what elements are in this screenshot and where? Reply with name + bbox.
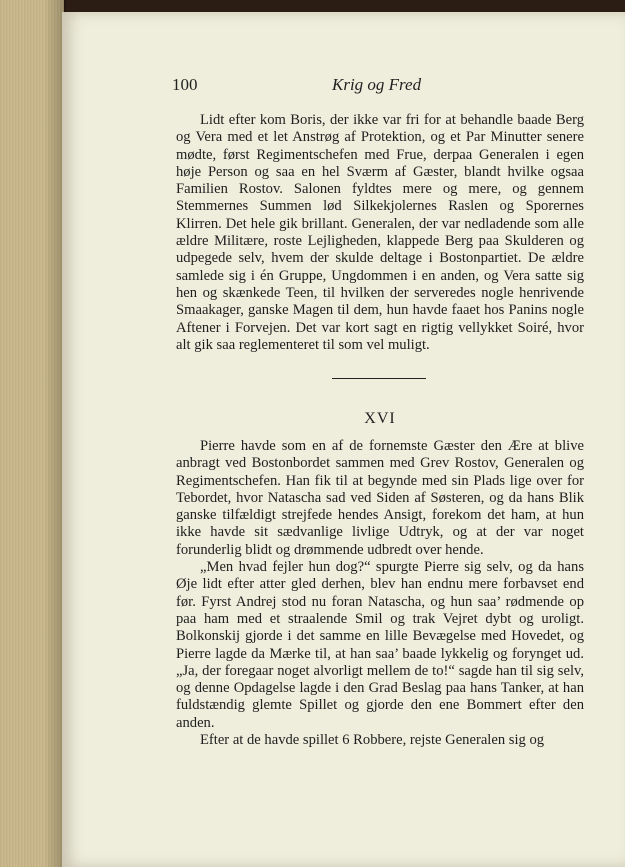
section-divider <box>332 378 426 379</box>
section-text-2 <box>176 438 584 749</box>
paragraph: „Men hvad fejler hun dog?“ spurgte Pierre sig selv, og da hans Øje lidt efter atter gled derhen, blev han endnu mere forbavset end før. Fyrst Andrej stod nu foran Natascha, og hun saa’ rødmende op paa ham med et straalende Smil og trak Vejret dybt og uroligt. Bolkonskij gjorde i det samme en lille Bevægelse med Hovedet, og Pierre lagde da Mærke til, at han saa’ baade lykkelig og forynget ud. „Ja, der foregaar noget alvorligt mellem de to!“ sagde han til sig selv, og denne Opdagelse lagde i den Grad Beslag paa hans Tanker, at han fuldstændig glemte Spillet og gjorde den ene Bommert efter den anden. <box>176 559 584 731</box>
section-text-1 <box>176 112 584 354</box>
chapter-heading: XVI <box>364 410 396 427</box>
paragraph: Efter at de havde spillet 6 Robbere, rejste Generalen sig og <box>200 732 545 749</box>
page-number: 100 <box>172 75 198 94</box>
running-title: Krig og Fred <box>332 75 422 94</box>
page-header <box>172 75 572 99</box>
paragraph: Pierre havde som en af de fornemste Gæster den Ære at blive anbragt ved Bostonbordet sammen med Grev Rostov, Generalen og Regimentschefen. Han fik til at begynde med sin Plads lige over for Tebordet, hvor Natascha sad ved Siden af Søsteren, og da hans Blik ganske tilfældigt strejfede hendes Ansigt, forekom det ham, at hun ikke havde sit sædvanlige livlige Udtryk, og at der var noget forunderlig blidt og drømmende udbredt over hende. <box>176 438 584 558</box>
paragraph: Lidt efter kom Boris, der ikke var fri for at behandle baade Berg og Vera med et let Anstrøg af Protektion, og et Par Minutter senere mødte, først Regimentschefen med Frue, derpaa Generalen i egen høje Person og saa en hel Sværm af Gæster, blandt hvilke ogsaa Familien Rostov. Salonen fyldtes mere og mere, og gennem Stemmernes Summen lød Silkekjolernes Raslen og Sporernes Klirren. Det hele gik brillant. Generalen, der var nedladende som alle ældre Militære, roste Lejligheden, klappede Berg paa Skulderen og udpegede selv, hvem der skulde deltage i Bostonpartiet. De ældre samlede sig i én Gruppe, Ungdommen i en anden, og Vera satte sig hen og skænkede Teen, til hvilken der serveredes nogle henrivende Smaakager, ganske Magen til dem, hun havde faaet hos Panins nogle Aftener i Forvejen. Det var kort sagt en rigtig vellykket Soiré, hvor alt gik saa reglementeret til som vel muligt. <box>176 112 584 353</box>
